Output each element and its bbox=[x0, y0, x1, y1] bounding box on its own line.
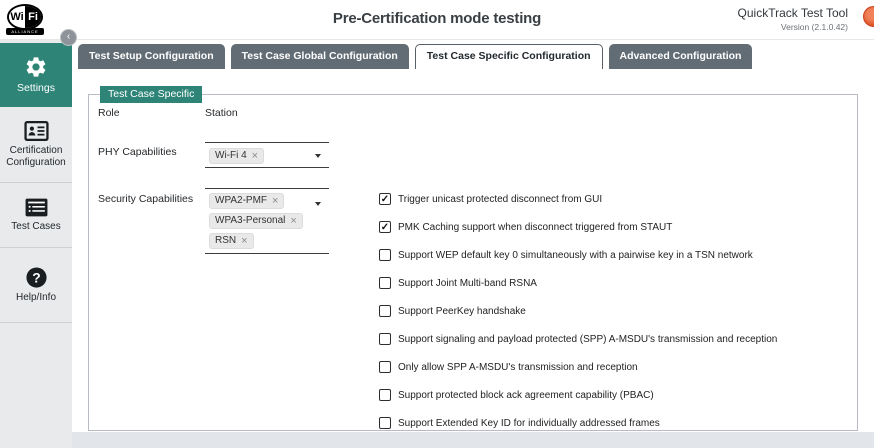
chip-label: Wi-Fi 4 bbox=[215, 150, 247, 161]
tab-test-case-global-configuration[interactable]: Test Case Global Configuration bbox=[231, 44, 409, 69]
app-name: QuickTrack Test Tool bbox=[737, 6, 848, 20]
capability-checkbox-list bbox=[379, 191, 777, 443]
checkbox-row[interactable] bbox=[379, 275, 777, 291]
checkbox-row[interactable] bbox=[379, 191, 777, 207]
panel-legend: Test Case Specific bbox=[100, 86, 202, 103]
checkbox-label: Trigger unicast protected disconnect from GUI bbox=[398, 193, 603, 205]
chip-label: WPA2-PMF bbox=[215, 195, 268, 206]
role-value: Station bbox=[205, 107, 238, 119]
sidebar-item-certification-configuration[interactable] bbox=[0, 107, 72, 183]
checkbox-label: Support signaling and payload protected (SPP) A-MSDU's transmission and reception bbox=[398, 333, 778, 345]
checkbox-label: Support WEP default key 0 simultaneously with a pairwise key in a TSN network bbox=[398, 249, 753, 261]
checkbox-unchecked-icon[interactable] bbox=[379, 249, 391, 261]
sidebar-item-label: Settings bbox=[17, 82, 55, 95]
chevron-left-icon: ‹ bbox=[66, 31, 71, 42]
dropdown-caret-icon bbox=[315, 202, 321, 206]
chip-remove-icon[interactable]: × bbox=[290, 214, 297, 227]
checkbox-unchecked-icon[interactable] bbox=[379, 389, 391, 401]
chip-remove-icon[interactable]: × bbox=[251, 149, 259, 162]
checkbox-unchecked-icon[interactable] bbox=[379, 361, 391, 373]
chip-label: RSN bbox=[215, 235, 237, 246]
sidebar-item-test-cases[interactable] bbox=[0, 183, 72, 248]
id-card-icon bbox=[24, 120, 49, 142]
sidebar-collapse-button[interactable] bbox=[61, 30, 76, 45]
gear-icon bbox=[24, 55, 48, 79]
security-capabilities-multiselect[interactable] bbox=[205, 188, 329, 254]
test-case-specific-panel bbox=[88, 88, 858, 431]
tab-advanced-configuration[interactable]: Advanced Configuration bbox=[609, 44, 753, 69]
app-identity bbox=[738, 6, 848, 32]
checkbox-row[interactable] bbox=[379, 359, 777, 375]
app-version: Version (2.1.0.42) bbox=[780, 22, 848, 32]
checkbox-row[interactable] bbox=[379, 331, 777, 347]
dropdown-caret-icon bbox=[315, 154, 321, 158]
checkbox-label: Support Joint Multi-band RSNA bbox=[398, 277, 537, 289]
chip-remove-icon[interactable]: × bbox=[272, 194, 279, 207]
selected-chip bbox=[209, 193, 284, 209]
bottom-strip bbox=[72, 432, 874, 448]
checkbox-unchecked-icon[interactable] bbox=[379, 417, 391, 429]
main-content bbox=[72, 40, 874, 448]
sidebar-item-label: Help/Info bbox=[15, 292, 57, 304]
checkbox-label: Support PeerKey handshake bbox=[398, 305, 526, 317]
selected-chip bbox=[209, 213, 303, 229]
checkbox-unchecked-icon[interactable] bbox=[379, 333, 391, 345]
header bbox=[0, 0, 874, 40]
checkbox-row[interactable] bbox=[379, 415, 777, 431]
tab-test-setup-configuration[interactable]: Test Setup Configuration bbox=[78, 44, 225, 69]
checkbox-checked-icon[interactable]: ✓ bbox=[380, 193, 390, 205]
page-title: Pre-Certification mode testing bbox=[332, 10, 542, 27]
list-icon bbox=[24, 197, 49, 218]
security-capabilities-label: Security Capabilities bbox=[98, 193, 194, 205]
checkbox-unchecked-icon[interactable] bbox=[379, 305, 391, 317]
sidebar-item-label: Certification Configuration bbox=[6, 145, 66, 168]
checkbox-label: Only allow SPP A-MSDU's transmission and reception bbox=[398, 361, 638, 373]
tab-bar bbox=[78, 44, 752, 69]
help-icon bbox=[25, 266, 48, 289]
role-label: Role bbox=[98, 107, 120, 119]
chip-remove-icon[interactable]: × bbox=[241, 234, 248, 247]
phy-capabilities-label: PHY Capabilities bbox=[98, 146, 177, 158]
selected-chip bbox=[209, 233, 254, 249]
checkbox-label: Support Extended Key ID for individually addressed frames bbox=[398, 417, 660, 429]
checkbox-unchecked-icon[interactable] bbox=[379, 277, 391, 289]
phy-capabilities-multiselect[interactable] bbox=[205, 142, 329, 168]
checkbox-checked-icon[interactable]: ✓ bbox=[380, 221, 390, 233]
wifi-logo-fi: Fi bbox=[25, 6, 41, 28]
svg-text:?: ? bbox=[31, 269, 41, 286]
sidebar-item-label: Test Cases bbox=[11, 221, 61, 233]
checkbox-row[interactable] bbox=[379, 247, 777, 263]
checkbox-label: PMK Caching support when disconnect triggered from STAUT bbox=[398, 221, 673, 233]
chip-label: WPA3-Personal bbox=[215, 215, 286, 226]
checkbox-row[interactable] bbox=[379, 303, 777, 319]
wifi-logo-wi: Wi bbox=[9, 6, 25, 28]
checkbox-label: Support protected block ack agreement capability (PBAC) bbox=[398, 389, 654, 401]
sidebar bbox=[0, 40, 72, 448]
sidebar-item-help-info[interactable] bbox=[0, 248, 72, 323]
wifi-logo-banner: ALLIANCE bbox=[6, 28, 44, 35]
sidebar-item-settings[interactable] bbox=[0, 43, 72, 107]
selected-chip bbox=[209, 148, 264, 164]
checkbox-row[interactable] bbox=[379, 219, 777, 235]
checkbox-row[interactable] bbox=[379, 387, 777, 403]
tab-test-case-specific-configuration[interactable]: Test Case Specific Configuration bbox=[415, 44, 603, 69]
